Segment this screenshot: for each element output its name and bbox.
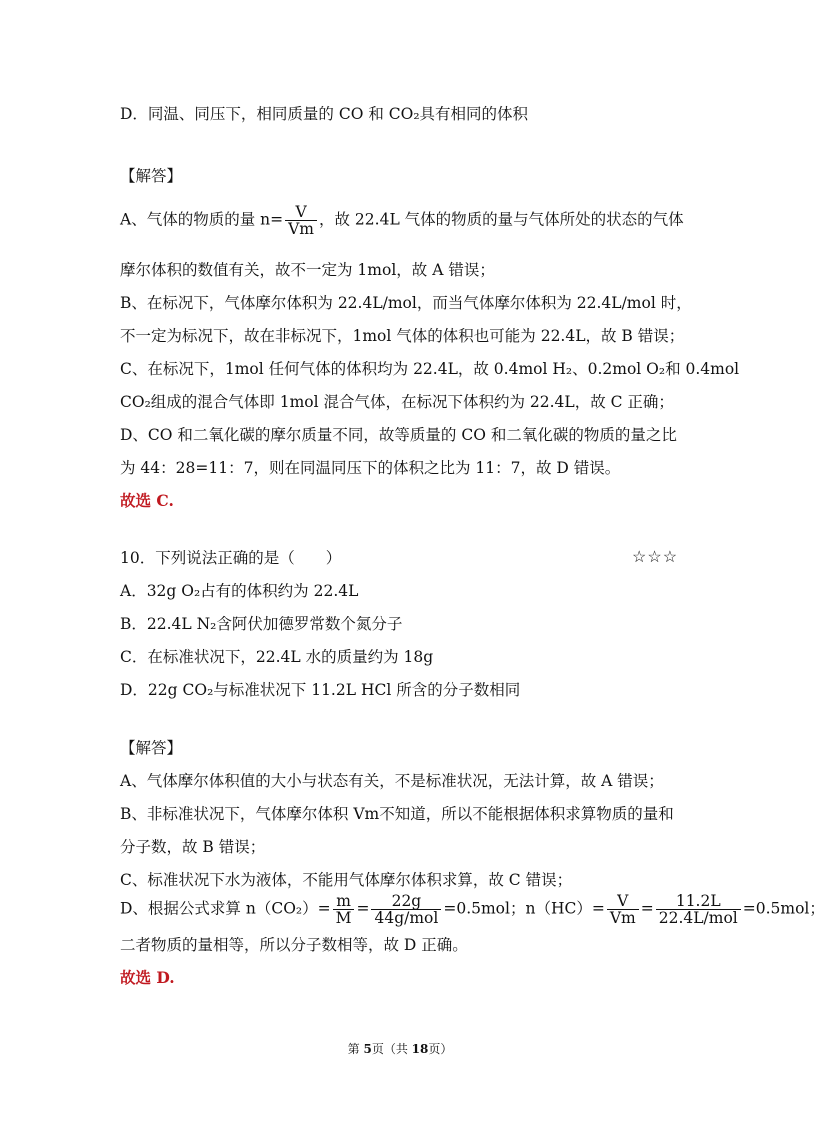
fraction-11-2l-over-22-4l-mol [656, 893, 741, 926]
fraction-numerator: V [607, 893, 639, 910]
text: =0.5mol；n（HC）= [443, 899, 605, 918]
fraction-denominator: Vm [609, 909, 636, 927]
fraction-v-over-vm [285, 204, 317, 237]
q10-answer-a: A、气体摩尔体积值的大小与状态有关，不是标准状况，无法计算，故 A 错误； [120, 772, 664, 790]
text: D、根据公式求算 n（CO₂）= [120, 899, 331, 918]
q10-answer-b-line1: B、非标准状况下，气体摩尔体积 Vm不知道，所以不能根据体积求算物质的量和 [120, 805, 674, 823]
fraction-numerator: 11.2L [656, 893, 741, 910]
q10-option-b: B．22.4L N₂含阿伏加德罗常数个氮分子 [120, 615, 403, 633]
q9-answer-c-line2: CO₂组成的混合气体即 1mol 混合气体，在标况下体积约为 22.4L，故 C 正确； [120, 393, 674, 411]
q9-option-d: D．同温、同压下，相同质量的 CO 和 CO₂具有相同的体积 [120, 105, 529, 123]
fraction-denominator: Vm [288, 220, 314, 238]
footer-text: 页） [428, 1042, 453, 1056]
q9-answer-c-line1: C、在标况下，1mol 任何气体的体积均为 22.4L，故 0.4mol H₂、0.2mol O₂和 0.4mol [120, 360, 740, 378]
q10-option-d: D．22g CO₂与标准状况下 11.2L HCl 所含的分子数相同 [120, 681, 521, 699]
page-footer [0, 1040, 800, 1057]
fraction-m-over-M [333, 893, 355, 926]
text: =0.5mol； [742, 899, 825, 918]
page-total: 18 [411, 1042, 429, 1056]
fraction-v-over-vm [607, 893, 639, 926]
q9-answer-b-line1: B、在标况下，气体摩尔体积为 22.4L/mol，而当气体摩尔体积为 22.4L/mol 时， [120, 294, 692, 312]
page-number: 5 [363, 1042, 372, 1056]
text: A、气体的物质的量 n= [120, 210, 284, 229]
fraction-denominator: 22.4L/mol [658, 909, 738, 927]
fraction-denominator: 44g/mol [374, 909, 439, 927]
q10-answer-d-line1 [120, 893, 825, 926]
q10-option-c: C．在标准状况下，22.4L 水的质量约为 18g [120, 648, 434, 666]
footer-text: 第 [347, 1042, 364, 1056]
q9-answer-choice: 故选 C. [120, 491, 174, 510]
q10-option-a: A．32g O₂占有的体积约为 22.4L [120, 582, 359, 600]
q9-answer-b-line2: 不一定为标况下，故在非标况下，1mol 气体的体积也可能为 22.4L，故 B 错误； [120, 327, 685, 345]
fraction-22g-over-44g-mol [371, 893, 441, 926]
q10-answer-heading: 【解答】 [120, 739, 183, 757]
fraction-denominator: M [335, 909, 352, 927]
q10-stem: 10．下列说法正确的是（ ） [120, 549, 342, 567]
difficulty-stars: ☆☆☆ [632, 547, 679, 566]
q10-answer-choice: 故选 D. [120, 968, 175, 987]
q9-answer-heading: 【解答】 [120, 167, 183, 185]
footer-text: 页（共 [371, 1042, 412, 1056]
q9-answer-d-line2: 为 44：28=11：7，则在同温同压下的体积之比为 11：7，故 D 错误。 [120, 459, 621, 477]
text: ，故 22.4L 气体的物质的量与气体所处的状态的气体 [319, 210, 684, 229]
fraction-numerator: 22g [371, 893, 441, 910]
text: = [640, 899, 654, 918]
q10-answer-d-line2: 二者物质的量相等，所以分子数相等，故 D 正确。 [120, 936, 468, 954]
q9-answer-a-line1 [120, 204, 684, 237]
text: = [356, 899, 370, 918]
q10-answer-c: C、标准状况下水为液体，不能用气体摩尔体积求算，故 C 错误； [120, 871, 573, 889]
fraction-numerator: m [333, 893, 355, 910]
q9-answer-d-line1: D、CO 和二氧化碳的摩尔质量不同，故等质量的 CO 和二氧化碳的物质的量之比 [120, 426, 677, 444]
fraction-numerator: V [285, 204, 317, 221]
q9-answer-a-line2: 摩尔体积的数值有关，故不一定为 1mol，故 A 错误； [120, 261, 495, 279]
q10-answer-b-line2: 分子数，故 B 错误； [120, 838, 266, 856]
